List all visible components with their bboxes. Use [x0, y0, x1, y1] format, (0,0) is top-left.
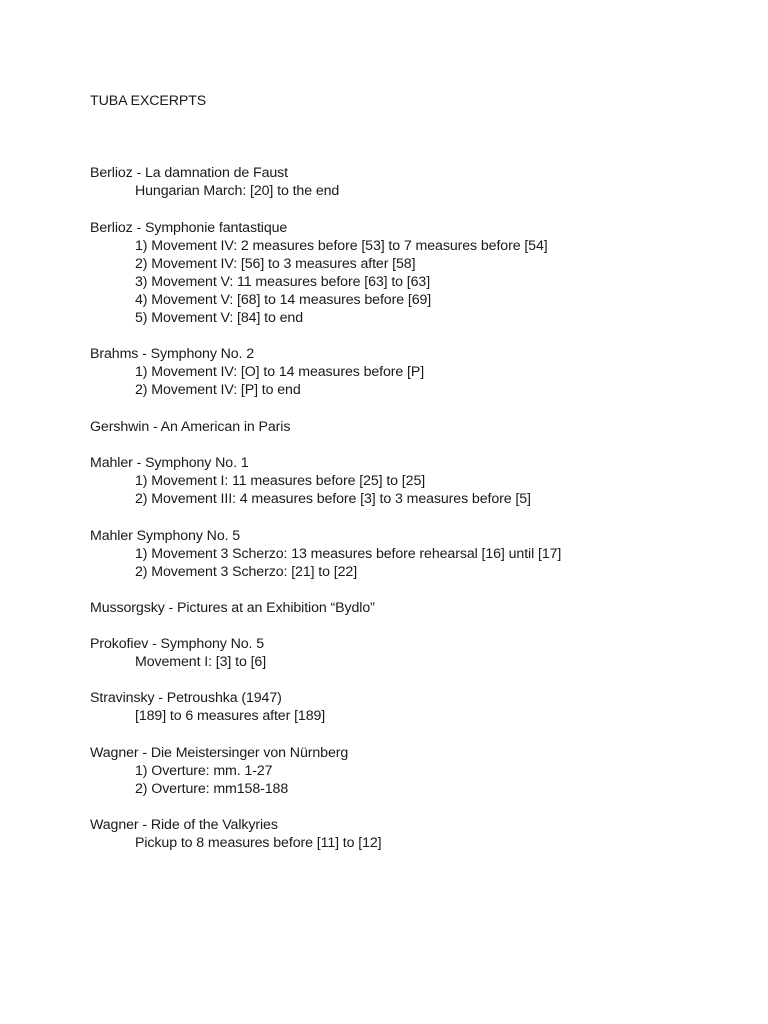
- excerpt-list: [90, 762, 348, 798]
- work-title: Mahler Symphony No. 5: [90, 528, 241, 544]
- excerpt-entry: [90, 816, 382, 852]
- work-title: Mahler - Symphony No. 1: [90, 455, 249, 471]
- work-title: Brahms - Symphony No. 2: [90, 346, 255, 362]
- excerpt-entry: [90, 454, 531, 508]
- excerpt-item: 1) Movement IV: 2 measures before [53] to 7 measures before [54]: [135, 238, 548, 255]
- work-title: Berlioz - La damnation de Faust: [90, 165, 288, 181]
- excerpt-list: [90, 237, 548, 327]
- excerpt-item: 2) Movement 3 Scherzo: [21] to [22]: [135, 564, 358, 581]
- work-title: Mussorgsky - Pictures at an Exhibition “Bydlo”: [90, 600, 375, 616]
- document-title: TUBA EXCERPTS: [90, 93, 207, 109]
- excerpt-entry: [90, 418, 290, 436]
- excerpt-item: 2) Movement III: 4 measures before [3] to 3 measures before [5]: [135, 491, 531, 508]
- excerpt-entry: [90, 345, 424, 399]
- work-title: Wagner - Die Meistersinger von Nürnberg: [90, 745, 349, 761]
- excerpt-list: [90, 834, 382, 852]
- excerpt-entry: [90, 527, 561, 581]
- excerpt-item: 2) Overture: mm158-188: [135, 781, 289, 798]
- excerpt-entry: [90, 219, 548, 328]
- excerpt-list: [90, 363, 424, 399]
- excerpt-list: [90, 707, 325, 725]
- excerpt-item: 1) Overture: mm. 1-27: [135, 763, 273, 780]
- excerpt-item: 2) Movement IV: [56] to 3 measures after [58]: [135, 256, 416, 273]
- excerpt-list: [90, 545, 561, 581]
- work-title: Stravinsky - Petroushka (1947): [90, 690, 282, 706]
- excerpt-list: [90, 472, 531, 508]
- excerpt-list: [90, 182, 339, 200]
- excerpt-item: 1) Movement 3 Scherzo: 13 measures before rehearsal [16] until [17]: [135, 546, 562, 563]
- work-title: Prokofiev - Symphony No. 5: [90, 636, 265, 652]
- excerpt-item: Pickup to 8 measures before [11] to [12]: [135, 835, 382, 852]
- excerpt-entry: [90, 599, 375, 617]
- work-title: Wagner - Ride of the Valkyries: [90, 817, 278, 833]
- excerpt-item: 1) Movement IV: [O] to 14 measures before [P]: [135, 364, 425, 381]
- excerpt-entry: [90, 689, 325, 725]
- excerpt-item: 5) Movement V: [84] to end: [135, 310, 304, 327]
- excerpt-item: 3) Movement V: 11 measures before [63] to [63]: [135, 274, 431, 291]
- excerpt-item: 4) Movement V: [68] to 14 measures before [69]: [135, 292, 432, 309]
- excerpt-entry: [90, 744, 348, 798]
- excerpt-item: Hungarian March: [20] to the end: [135, 183, 340, 200]
- excerpt-entry: [90, 635, 266, 671]
- excerpt-entry: [90, 164, 339, 200]
- excerpt-item: 2) Movement IV: [P] to end: [135, 382, 301, 399]
- work-title: Gershwin - An American in Paris: [90, 419, 291, 435]
- excerpt-list: [90, 653, 266, 671]
- excerpt-item: [189] to 6 measures after [189]: [135, 708, 326, 725]
- work-title: Berlioz - Symphonie fantastique: [90, 220, 288, 236]
- excerpt-item: Movement I: [3] to [6]: [135, 654, 267, 671]
- excerpt-item: 1) Movement I: 11 measures before [25] to [25]: [135, 473, 426, 490]
